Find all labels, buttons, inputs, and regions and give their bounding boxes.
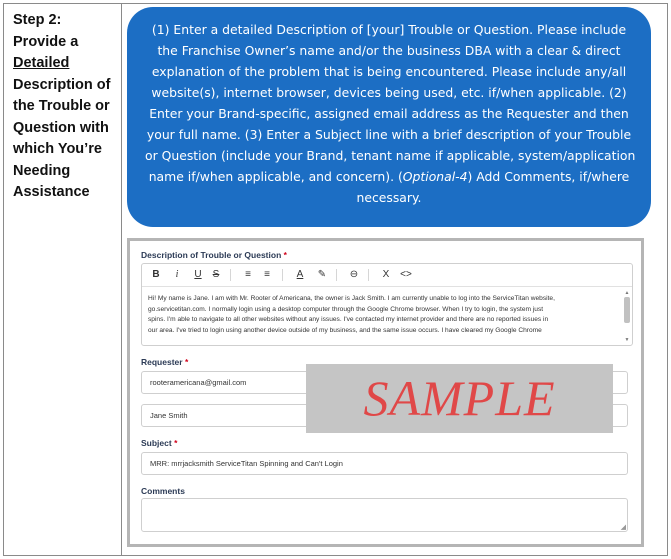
subject-label-text: Subject xyxy=(141,438,172,448)
form-screenshot xyxy=(127,238,644,547)
column-divider xyxy=(121,4,122,555)
requester-label xyxy=(141,357,188,367)
callout-line: necessary. xyxy=(356,190,422,205)
scroll-down-icon[interactable]: ▼ xyxy=(624,337,630,343)
requester-name-field[interactable]: Jane Smith xyxy=(141,404,628,427)
callout-line: (1) Enter a detailed Description of [your] Trouble or Question. Please include xyxy=(151,22,627,37)
step-line-underlined: Detailed xyxy=(13,55,70,71)
editor-scrollbar[interactable] xyxy=(624,291,630,343)
scroll-up-icon[interactable]: ▲ xyxy=(624,290,630,296)
callout-line-part: ) Add Comments, if/where xyxy=(467,169,630,184)
resize-handle-icon[interactable]: ◢ xyxy=(620,524,626,531)
callout-line: Enter your Brand-specific, assigned email address as the Requester and then xyxy=(149,106,629,121)
description-line: our area. I've tried to login using another device outside of my business, and the same issue occurs. I have cleared my Google Chrome xyxy=(148,326,542,334)
italic-button[interactable]: i xyxy=(175,269,179,280)
strikethrough-button[interactable]: S xyxy=(212,269,220,280)
instruction-callout xyxy=(127,7,651,227)
required-mark: * xyxy=(184,357,189,367)
required-mark: * xyxy=(283,250,287,260)
highlight-icon[interactable]: ✎ xyxy=(317,269,327,280)
step-heading xyxy=(13,10,117,204)
callout-line: website(s), internet browser, devices being used, etc. if/when applicable. (2) xyxy=(151,85,627,100)
description-label xyxy=(141,250,287,260)
toolbar-separator xyxy=(282,269,283,281)
scroll-thumb[interactable] xyxy=(624,297,630,323)
text-color-icon[interactable]: A xyxy=(296,269,304,280)
bold-button[interactable]: B xyxy=(152,269,160,280)
step-line: the Trouble or xyxy=(13,98,110,114)
step-line: Step 2: xyxy=(13,12,62,28)
description-line: go.servicetitan.com. I normally login using a desktop computer through the Google Chrome browser. When I try to login, the system just xyxy=(148,305,544,313)
step-line: Provide a xyxy=(13,33,79,50)
callout-optional-label: Optional-4 xyxy=(402,169,468,184)
subject-field[interactable]: MRR: mrrjacksmith ServiceTitan Spinning and Can't Login xyxy=(141,452,628,475)
ordered-list-icon[interactable]: ≡ xyxy=(245,269,251,280)
link-icon[interactable]: ⊖ xyxy=(349,269,359,280)
callout-line: explanation of the problem that is being encountered. Please include any/all xyxy=(151,64,627,79)
callout-line-mixed xyxy=(145,166,633,187)
toolbar-separator xyxy=(230,269,231,281)
requester-label-text: Requester xyxy=(141,357,183,367)
step-line: Description of xyxy=(13,76,111,93)
sample-watermark: SAMPLE xyxy=(306,364,613,433)
required-mark: * xyxy=(174,438,178,448)
step-line: Needing xyxy=(13,162,71,179)
description-text[interactable] xyxy=(148,294,622,344)
step-line: Question with xyxy=(13,119,109,136)
code-icon[interactable]: <> xyxy=(400,269,412,280)
callout-line: your full name. (3) Enter a Subject line with a brief description of your Trouble xyxy=(146,127,632,142)
callout-line-part: name if/when applicable, and concern). ( xyxy=(148,169,403,184)
description-line: Hi! My name is Jane. I am with Mr. Rooter of Americana, the owner is Jack Smith. I am currently unable to log into the ServiceTitan website, xyxy=(148,295,555,302)
clear-format-icon[interactable]: X xyxy=(382,269,390,280)
step-line: Assistance xyxy=(13,184,90,200)
toolbar-separator xyxy=(336,269,337,281)
subject-label xyxy=(141,438,177,448)
editor-toolbar xyxy=(142,264,632,287)
bullet-list-icon[interactable]: ≡ xyxy=(264,269,270,280)
comments-label: Comments xyxy=(141,486,185,496)
comments-textarea[interactable] xyxy=(141,498,628,532)
description-line: spins. I'm able to navigate to all other websites without any issues. I've contacted my internet provider and there are no reported issues in xyxy=(148,316,549,323)
callout-line: or Question (include your Brand, tenant name if applicable, system/application xyxy=(145,148,636,163)
callout-line: the Franchise Owner’s name and/or the business DBA with a clear & direct xyxy=(157,43,621,58)
requester-email-field[interactable]: rooteramericana@gmail.com xyxy=(141,371,628,394)
step-line: which You’re xyxy=(13,141,102,157)
underline-button[interactable]: U xyxy=(194,269,202,280)
description-editor[interactable] xyxy=(141,263,633,346)
description-label-text: Description of Trouble or Question xyxy=(141,250,282,260)
toolbar-separator xyxy=(368,269,369,281)
